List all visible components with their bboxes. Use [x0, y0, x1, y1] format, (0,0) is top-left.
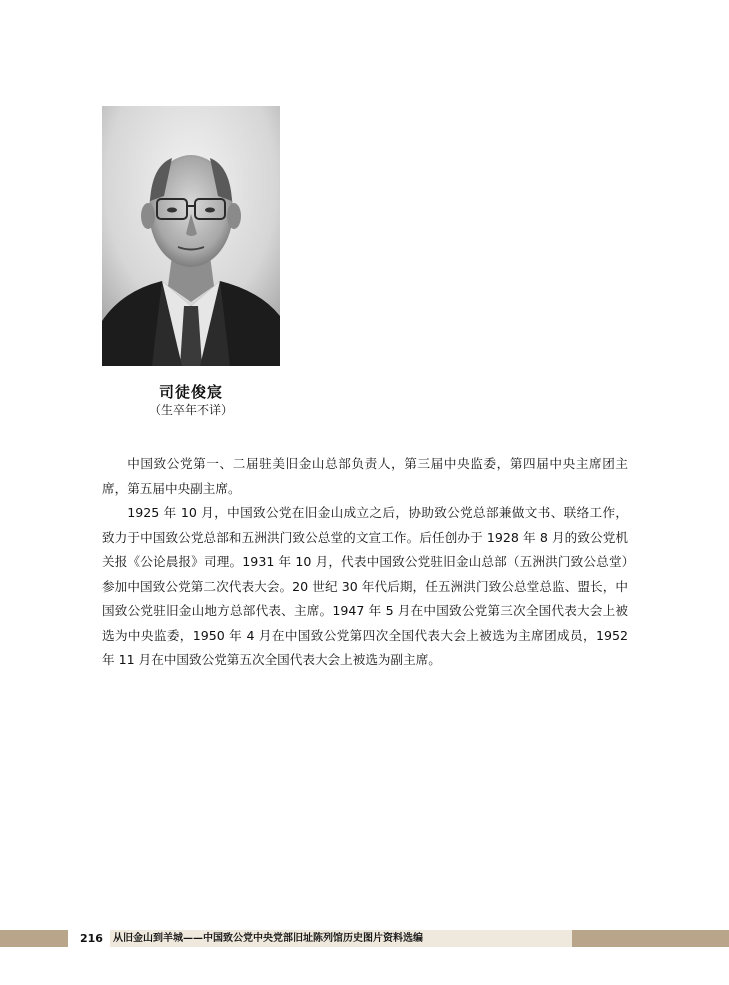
person-dates: （生卒年不详）: [148, 403, 233, 417]
portrait-photo: [102, 106, 280, 366]
biography-text: [102, 452, 628, 673]
biography-paragraph: 1925 年 10 月，中国致公党在旧金山成立之后，协助致公党总部兼做文书、联络工作，致力于中国致公党总部和五洲洪门致公总堂的文宣工作。后任创办于 1928 年 8 月的致公党机关报《公论晨报》司理。1931 年 10 月，代表中国致公党驻旧金山总部（五洲洪门致公总堂）参加中国致公党第二次代表大会。20 世纪 30 年代后期，任五洲洪门致公总堂总监、盟长，中国致公党驻旧金山地方总部代表、主席。1947 年 5 月在中国致公党第三次全国代表大会上被选为中央监委，1950 年 4 月在中国致公党第四次全国代表大会上被选为主席团成员，1952 年 11 月在中国致公党第五次全国代表大会上被选为副主席。: [102, 505, 628, 667]
biography-paragraph: 中国致公党第一、二届驻美旧金山总部负责人，第三届中央监委，第四届中央主席团主席，第五届中央副主席。: [102, 456, 628, 496]
footer-band-right: [572, 930, 729, 947]
running-title: 从旧金山到羊城——中国致公党中央党部旧址陈列馆历史图片资料选编: [113, 933, 423, 944]
person-name: 司徒俊宸: [158, 383, 223, 401]
portrait-illustration: [102, 106, 280, 366]
footer-band-left: [0, 930, 68, 947]
page-number: 216: [80, 932, 103, 945]
